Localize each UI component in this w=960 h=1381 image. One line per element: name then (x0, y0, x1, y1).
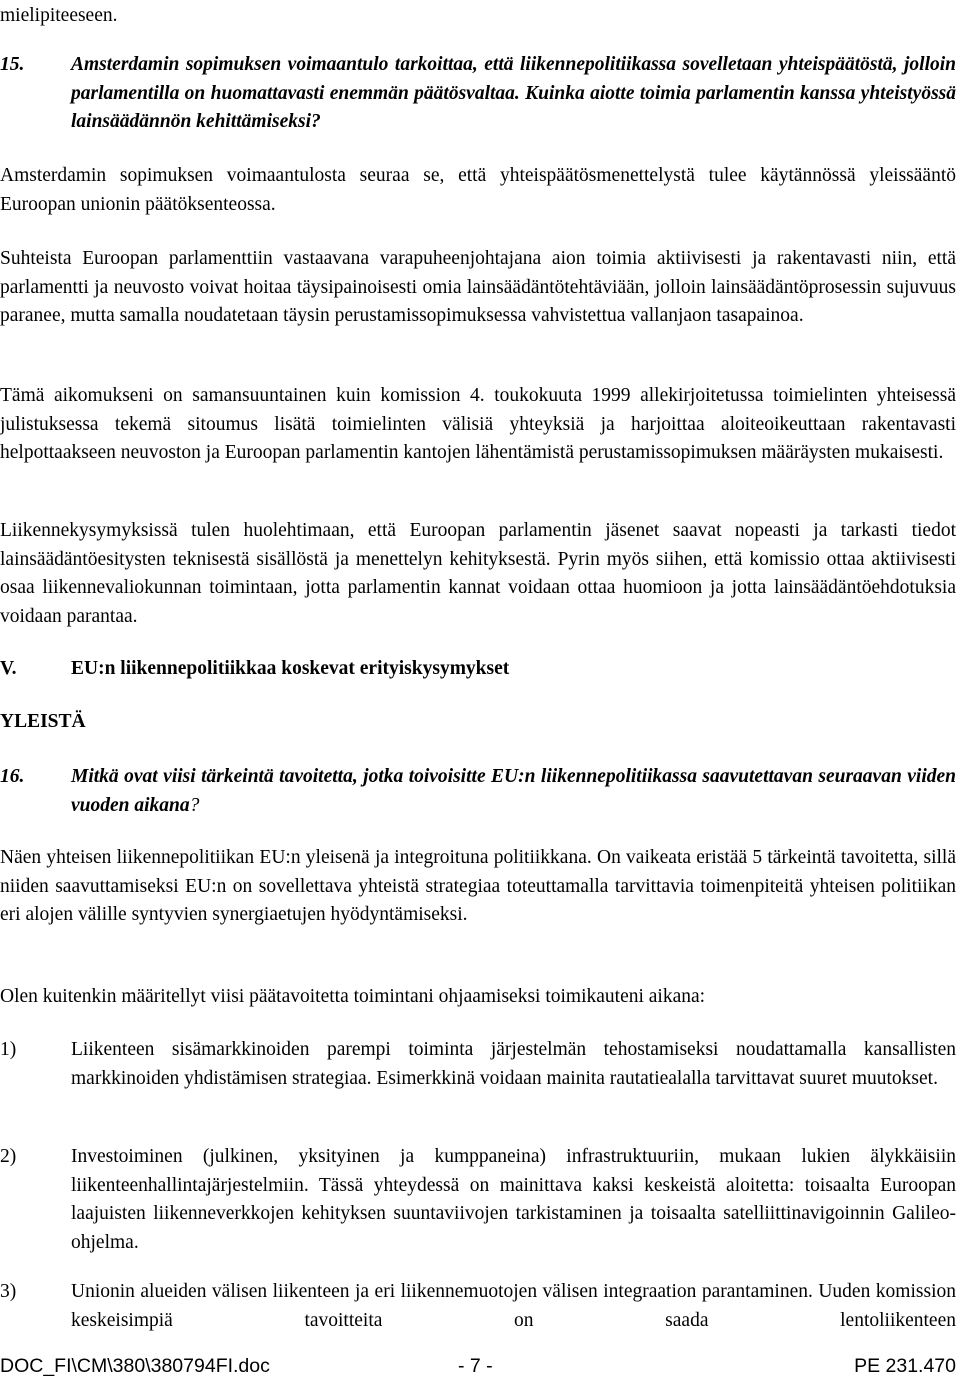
question-text (71, 763, 956, 820)
question-mark: ? (189, 794, 200, 816)
paragraph: Tämä aikomukseni on samansuuntainen kuin komission 4. toukokuuta 1999 allekirjoitetussa toimielinten yhteisessä julistuksessa tekemä sitoumus lisätä toimielinten välisiä yhteyksiä ja harjoittaa aloiteoikeuttaan rakentavasti helpottaakseen neuvoston ja Euroopan parlamentin kantojen lähentämistä perustamissopimuksen määräysten mukaisesti. (0, 385, 956, 463)
page-footer (0, 1352, 956, 1380)
list-item-text: Unionin alueiden välisen liikenteen ja eri liikennemuotojen välisen integraation parantaminen. Uuden komission keskeisimpiä tavoitteita on saada lentoliikenteen (71, 1281, 956, 1331)
question-number: 16. (0, 766, 25, 787)
footer-pe-ref: PE 231.470 (854, 1355, 956, 1377)
question-number: 15. (0, 54, 25, 75)
top-fragment: mielipiteeseen. (0, 5, 118, 26)
paragraph: Liikennekysymyksissä tulen huolehtimaan, että Euroopan parlamentin jäsenet saavat nopeasti ja tarkasti tiedot lainsäädäntöesitysten teknisestä sisällöstä ja menettelyn kehityksestä. Pyrin myös siihen, että komissio ottaa aktiivisesti osaa liikennevaliokunnan toimintaan, jotta parlamentin kannat voidaan ottaa huomioon ja jotta lainsäädäntöehdotuksia voidaan parantaa. (0, 520, 956, 627)
paragraph: Olen kuitenkin määritellyt viisi päätavoitetta toimintani ohjaamiseksi toimikauteni aikana: (0, 986, 706, 1007)
list-item-number: 1) (0, 1039, 17, 1060)
question-text: Amsterdamin sopimuksen voimaantulo tarkoittaa, että liikennepolitiikassa sovelletaan yhteispäätöstä, jolloin parlamentilla on huomattavasti enemmän päätösvaltaa. Kuinka aiotte toimia parlamentin kanssa yhteistyössä lainsäädännön kehittämiseksi? (71, 54, 956, 132)
footer-page-number: - 7 - (458, 1355, 493, 1377)
list-item-text: Liikenteen sisämarkkinoiden parempi toiminta järjestelmän tehostamiseksi noudattamalla kansallisten markkinoiden yhdistämisen strategiaa. Esimerkkinä voidaan mainita rautatiealalla tarvittavat suuret muutokset. (71, 1039, 956, 1089)
list-item-number: 2) (0, 1146, 17, 1167)
footer-doc-ref: DOC_FI\CM\380\380794FI.doc (0, 1355, 270, 1377)
paragraph: Näen yhteisen liikennepolitiikan EU:n yleisenä ja integroituna politiikkana. On vaikeata eristää 5 tärkeintä tavoitetta, sillä niiden saavuttamiseksi EU:n on sovellettava yhteistä strategiaa toteuttamalla tarvittavia toimenpiteitä yhteisen politiikan eri alojen välille syntyvien synergiaetujen hyödyntämiseksi. (0, 847, 956, 925)
list-item-number: 3) (0, 1281, 17, 1302)
section-title: EU:n liikennepolitiikkaa koskevat erityiskysymykset (71, 658, 510, 679)
question-text-body: Mitkä ovat viisi tärkeintä tavoitetta, jotka toivoisitte EU:n liikennepolitiikassa saavutettavan seuraavan viiden vuoden aikana (71, 766, 956, 816)
paragraph: Suhteista Euroopan parlamenttiin vastaavana varapuheenjohtajana aion toimia aktiivisesti ja rakentavasti niin, että parlamentti ja neuvosto voivat hoitaa täysipainoisesti omia lainsäädäntötehtäviään, jolloin lainsäädäntöprosessin sujuvuus paranee, mutta samalla noudatetaan täysin perustamissopimuksessa vahvistettua vallanjaon tasapainoa. (0, 248, 956, 326)
section-number: V. (0, 658, 17, 679)
list-item-text: Investoiminen (julkinen, yksityinen ja kumppaneina) infrastruktuuriin, mukaan lukien älykkäisiin liikenteenhallintajärjestelmiin. Tässä yhteydessä on mainittava kaksi keskeistä aloitetta: toisaalta Euroopan laajuisten liikenneverkkojen kehityksen suuntaviivojen tarkistaminen ja toisaalta satelliittinavigoinnin Galileo-ohjelma. (71, 1146, 956, 1253)
paragraph: Amsterdamin sopimuksen voimaantulosta seuraa se, että yhteispäätösmenettelystä tulee käytännössä yleissääntö Euroopan unionin päätöksenteossa. (0, 165, 956, 215)
subsection-heading: YLEISTÄ (0, 711, 86, 732)
